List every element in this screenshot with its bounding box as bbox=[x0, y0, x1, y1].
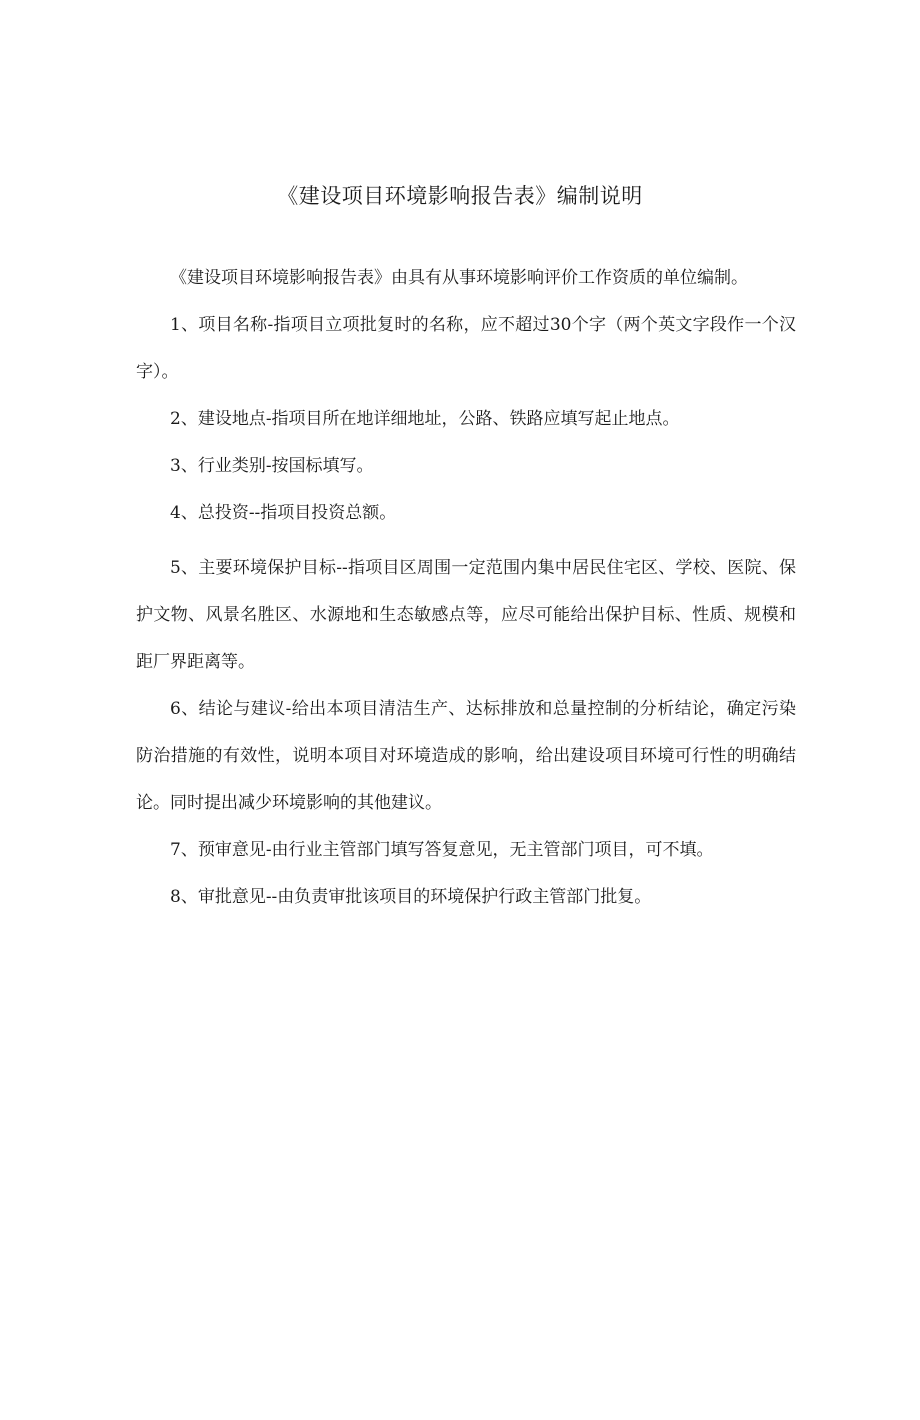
document-title: 《建设项目环境影响报告表》编制说明 bbox=[277, 184, 643, 208]
intro-paragraph: 《建设项目环境影响报告表》由具有从事环境影响评价工作资质的单位编制。 bbox=[170, 268, 748, 288]
item-6-conclusions: 6、结论与建议-给出本项目清洁生产、达标排放和总量控制的分析结论，确定污染防治措施的有效性，说明本项目对环境造成的影响，给出建设项目环境可行性的明确结论。同时提出减少环境影响的其他建议。 bbox=[136, 699, 796, 813]
item-7-pre-review: 7、预审意见-由行业主管部门填写答复意见，无主管部门项目，可不填。 bbox=[170, 840, 714, 860]
item-8-approval: 8、审批意见--由负责审批该项目的环境保护行政主管部门批复。 bbox=[170, 887, 652, 907]
item-1-project-name: 1、项目名称-指项目立项批复时的名称，应不超过30个字（两个英文字段作一个汉字）。 bbox=[136, 315, 796, 382]
item-4-total-investment: 4、总投资--指项目投资总额。 bbox=[170, 503, 397, 523]
item-2-location: 2、建设地点-指项目所在地详细地址，公路、铁路应填写起止地点。 bbox=[170, 409, 680, 429]
document-body bbox=[136, 255, 796, 921]
item-3-industry-category: 3、行业类别-按国标填写。 bbox=[170, 456, 374, 476]
item-5-protection-targets: 5、主要环境保护目标--指项目区周围一定范围内集中居民住宅区、学校、医院、保护文物、风景名胜区、水源地和生态敏感点等，应尽可能给出保护目标、性质、规模和距厂界距离等。 bbox=[136, 558, 796, 672]
